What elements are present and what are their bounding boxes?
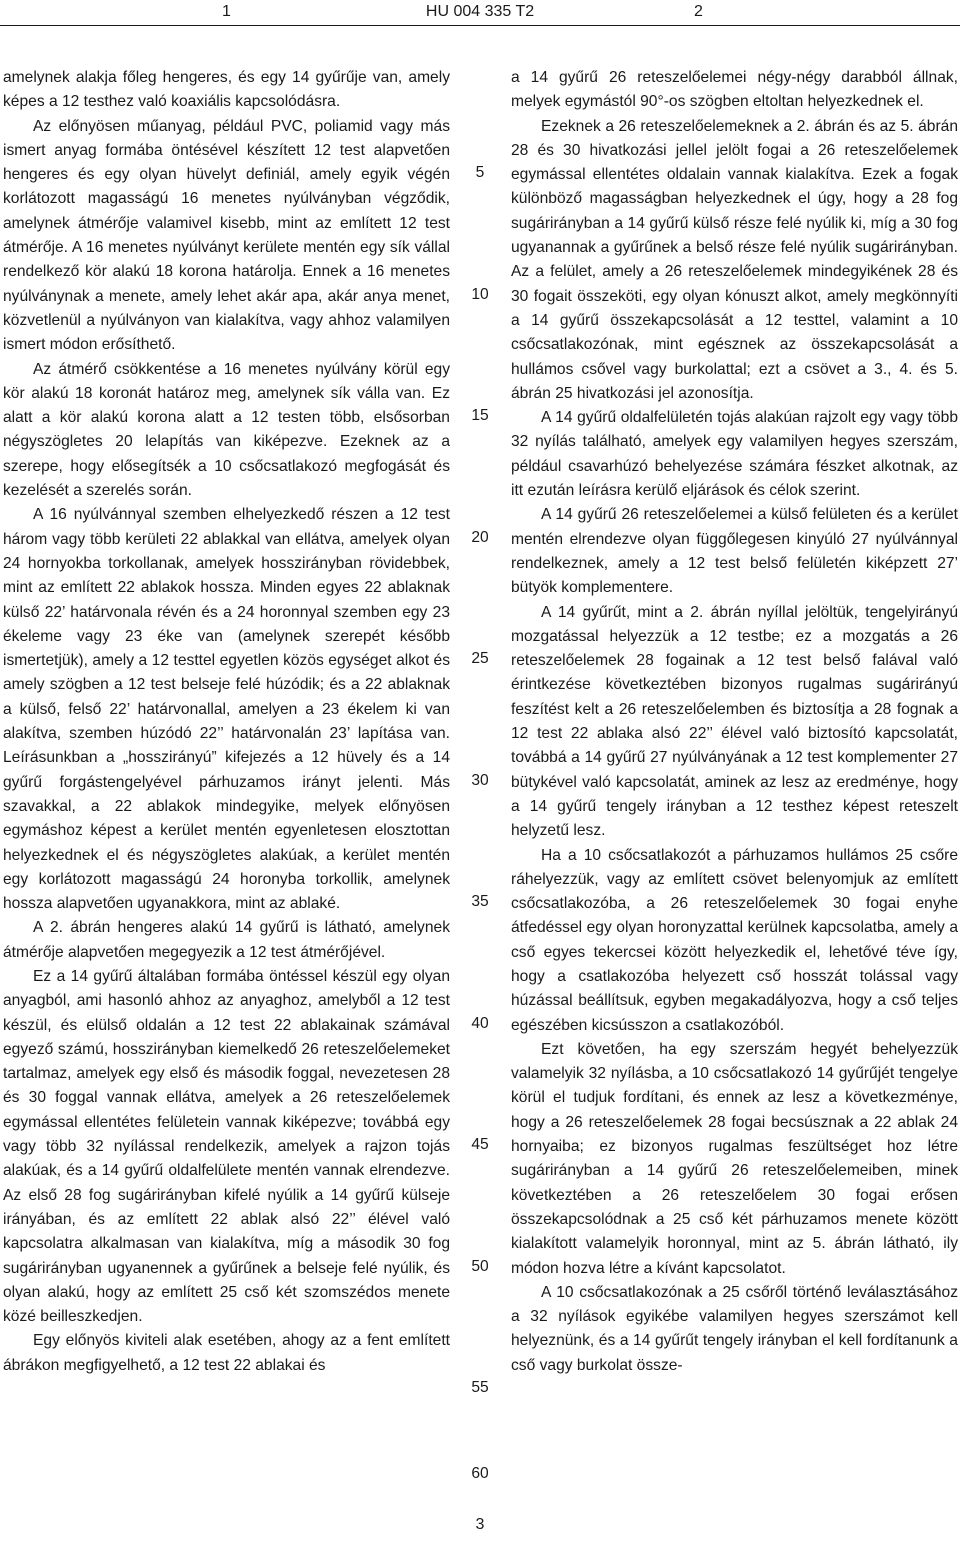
page-footer-number: 3 — [475, 1516, 485, 1533]
paragraph: A 14 gyűrűt, mint a 2. ábrán nyíllal jelöltük, tengelyirányú mozgatással helyezzük a 12 testbe; ez a mozgatás a 26 reteszelőelemek 28 fogainak a 12 test belső falával való érintkezése következtében bizonyos rugalmas sugárirányú feszítést kelt a 26 reteszelőelemben és biztosítja a 28 fognak a 12 test 22 ablaka alsó 22’’ élével való biztosító kapcsolatát, továbbá a 14 gyűrű 27 nyúlványának a 12 test komplementer 27 bütykével való kapcsolatát, aminek az lesz az eredménye, hogy a 14 gyűrű tengely irányban a 12 testhez képest reteszelt helyzetű lesz. — [511, 603, 958, 840]
paragraph: A 14 gyűrű 26 reteszelőelemei a külső felületen és a kerület mentén elrendezve olyan függőlegesen kinyúló 27 nyúlvánnyal rendelkeznek, amely a 12 test belső felületén kiképzett 27’ bütyök komplementere. — [511, 506, 958, 597]
page-header — [0, 0, 960, 28]
paragraph: Ezt követően, ha egy szerszám hegyét behelyezzük valamelyik 32 nyílásba, a 10 csőcsatlakozó 14 gyűrűjét tengelye körül el tudjuk fordítani, és ennek az lesz a következménye, hogy a 26 reteszelőelemek 28 fogai becsúsznak a 22 ablak 24 hornyaiba; ez bizonyos rugalmas feszültséget hoz létre sugárirányban a 14 gyűrű 26 reteszelőelemeiben, minek következtében a 26 reteszelőelem 30 fogai erősen összekapcsolódnak a 25 cső két párhuzamos menete között kialakított valamelyik horonnyal, mint az 5. ábrán látható, ily módon hozva létre a kívánt kapcsolatot. — [511, 1040, 958, 1277]
page-number-right: 2 — [694, 3, 703, 20]
paragraph: Ezeknek a 26 reteszelőelemeknek a 2. ábrán és az 5. ábrán 28 és 30 hivatkozási jellel jelölt fogai a 26 reteszelőelemek egymással ellentétes oldalain vannak kialakítva. Ezek a fogak különböző magasságban helyezkednek el úgy, hogy a 28 fog sugárirányban a 14 gyűrű külső része felé nyúlik ki, míg a 30 fog ugyanannak a gyűrűnek a belső része felé nyúlik sugárirányban. Az a felület, amely a 26 reteszelőelemek mindegyikének 28 és 30 fogait összeköti, egy olyan kónuszt alkot, amely megkönnyíti a 14 gyűrű összekapcsolását a 12 testtel, valamint a 10 csőcsatlakozónak, mint egésznek az összekapcsolását a hullámos csővel vagy burkolattal; ezt a csövet a 3., 4. és 5. ábrán 25 hivatkozási jel azonosítja. — [511, 117, 958, 402]
paragraph: Az átmérő csökkentése a 16 menetes nyúlvány körül egy kör alakú 18 koronát határoz meg, amelynek sík válla van. Ez alatt a kör alakú korona alatt a 12 testen több, elsősorban négyszögletes 20 lelapítás van kiképezve. Ezeknek az a szerepe, hogy elősegítsék a 10 csőcsatlakozó megfogását és kezelését a szerelés során. — [3, 360, 450, 500]
right-column — [511, 66, 958, 1378]
paragraph: A 16 nyúlvánnyal szemben elhelyezkedő részen a 12 test három vagy több kerületi 22 ablakkal van ellátva, amelyek olyan 24 hornyokba torkollanak, amelyek hosszirányban rövidebbek, mint az említett 22 ablakok hossza. Minden egyes 22 ablaknak külső 22’ határvonala révén és a 24 horonnyal szemben egy 23 ékeleme vagy 23 éke van (amelynek szerepét később ismertetjük), amely a 12 testtel egyetlen közös egységet alkot és amely szögben a 12 test belseje felé húzódik; és a 22 ablaknak a külső, felső 22’ határvonallal, amelyen a 23 ékelem ki van alakítva, szemben húzódó 22’’ határvonalán 23’ lapítása van. Leírásunkban a „hosszirányú” kifejezés a 12 hüvely és a 14 gyűrű forgástengelyével párhuzamos irányt jelenti. Más szavakkal, a 22 ablakok mindegyike, melyek előnyösen egymáshoz képest a kerület mentén egyenletesen elosztottan helyezkednek el és négyszögletes alakúak, a kerület mentén egy korlátozott magasságú 24 horonyba torkollik, amelynek hossza alapvetően ugyanakkora, mint az ablaké. — [3, 506, 450, 913]
paragraph: Az előnyösen műanyag, például PVC, poliamid vagy más ismert anyag formába öntésével készített 12 test alapvetően hengeres és egy olyan hüvelyt definiál, amely egyik végén korlátozott magasságú 16 menetes nyúlványban végződik, amelynek átmérője valamivel kisebb, mint az említett 12 test átmérője. A 16 menetes nyúlványt kerülete mentén egy sík vállal rendelkező kör alakú 18 korona határolja. Ennek a 16 menetes nyúlványnak a menete, amely lehet akár apa, akár anya menet, közvetlenül a nyúlványon van kialakítva, vagy ahhoz valamilyen ismert módon erősíthető. — [3, 117, 450, 354]
paragraph: Egy előnyös kiviteli alak esetében, ahogy az a fent említett ábrákon megfigyelhető, a 12 test 22 ablakai és — [3, 1332, 450, 1374]
document-number: HU 004 335 T2 — [425, 3, 535, 20]
line-number: 5 — [475, 164, 485, 181]
paragraph: Ha a 10 csőcsatlakozót a párhuzamos hullámos 25 csőre ráhelyezzük, vagy az említett csövet belenyomjuk az említett csőcsatlakozóba, a 26 reteszelőelemek 30 fogai enyhe átfedéssel egy olyan horonyzattal kerülnek kapcsolatba, amely a cső egyes tekercsei között helyezkedik el, lehetővé téve így, hogy a csatlakozóba helyezett cső hosszát tolással vagy húzással beállítsuk, egyben megakadályozva, hogy a cső teljes egészében kicsússzon a csatlakozóból. — [511, 846, 958, 1034]
line-number: 50 — [471, 1258, 489, 1275]
page-number-left: 1 — [222, 3, 231, 20]
paragraph: amelynek alakja főleg hengeres, és egy 14 gyűrűje van, amely képes a 12 testhez való koaxiális kapcsolódásra. — [3, 69, 450, 111]
line-number: 30 — [471, 772, 489, 789]
line-number: 45 — [471, 1136, 489, 1153]
line-number: 10 — [471, 286, 489, 303]
paragraph: A 10 csőcsatlakozónak a 25 csőről történő leválasztásához a 32 nyílások egyikébe valamilyen hegyes szerszámot kell helyeznünk, és a 14 gyűrűt tengely irányban el kell fordítanunk a cső vagy burkolat össze- — [511, 1283, 958, 1374]
line-number: 15 — [471, 407, 489, 424]
paragraph: A 2. ábrán hengeres alakú 14 gyűrű is látható, amelynek átmérője alapvetően megegyezik a 12 test átmérőjével. — [3, 919, 450, 961]
header-rule — [0, 25, 960, 26]
line-number: 60 — [471, 1465, 489, 1482]
line-number: 55 — [471, 1379, 489, 1396]
line-number: 40 — [471, 1015, 489, 1032]
paragraph: A 14 gyűrű oldalfelületén tojás alakúan rajzolt egy vagy több 32 nyílás található, amelyek egy valamilyen hegyes szerszám, például csavarhúzó behelyezése számára fészket alkotnak, az itt ezután leírásra kerülő eljárások és célok szerint. — [511, 409, 958, 500]
line-number: 35 — [471, 893, 489, 910]
left-column — [3, 66, 450, 1378]
paragraph: Ez a 14 gyűrű általában formába öntéssel készül egy olyan anyagból, ami hasonló ahhoz az anyaghoz, amelyből a 12 test készül, és elülső oldalán a 12 test 22 ablakainak számával egyező számú, hosszirányban kiemelkedő 26 reteszelőelemeket tartalmaz, amelyek egy első és második foggal, nevezetesen 28 és 30 foggal vannak ellátva, amelyek a 26 reteszelőelemek egymással ellentétes felületein vannak kiképezve; továbbá egy vagy több 32 nyílással rendelkezik, amelyek a rajzon tojás alakúak, és a 14 gyűrű oldalfelülete mentén vannak elrendezve. Az első 28 fog sugárirányban kifelé nyúlik a 14 gyűrű külseje irányában, és az említett 22 ablak alsó 22’’ élével való kapcsolatra alkalmasan van kialakítva, míg a második 30 fog sugárirányban ugyanennek a gyűrűnek a belseje felé nyúlik, és olyan alakú, hogy az említett 25 cső két szomszédos menete közé beilleszkedjen. — [3, 967, 450, 1326]
paragraph: a 14 gyűrű 26 reteszelőelemei négy-négy darabból állnak, melyek egymástól 90°-os szögben eltoltan helyezkednek el. — [511, 69, 958, 111]
line-number: 20 — [471, 529, 489, 546]
line-number: 25 — [471, 650, 489, 667]
